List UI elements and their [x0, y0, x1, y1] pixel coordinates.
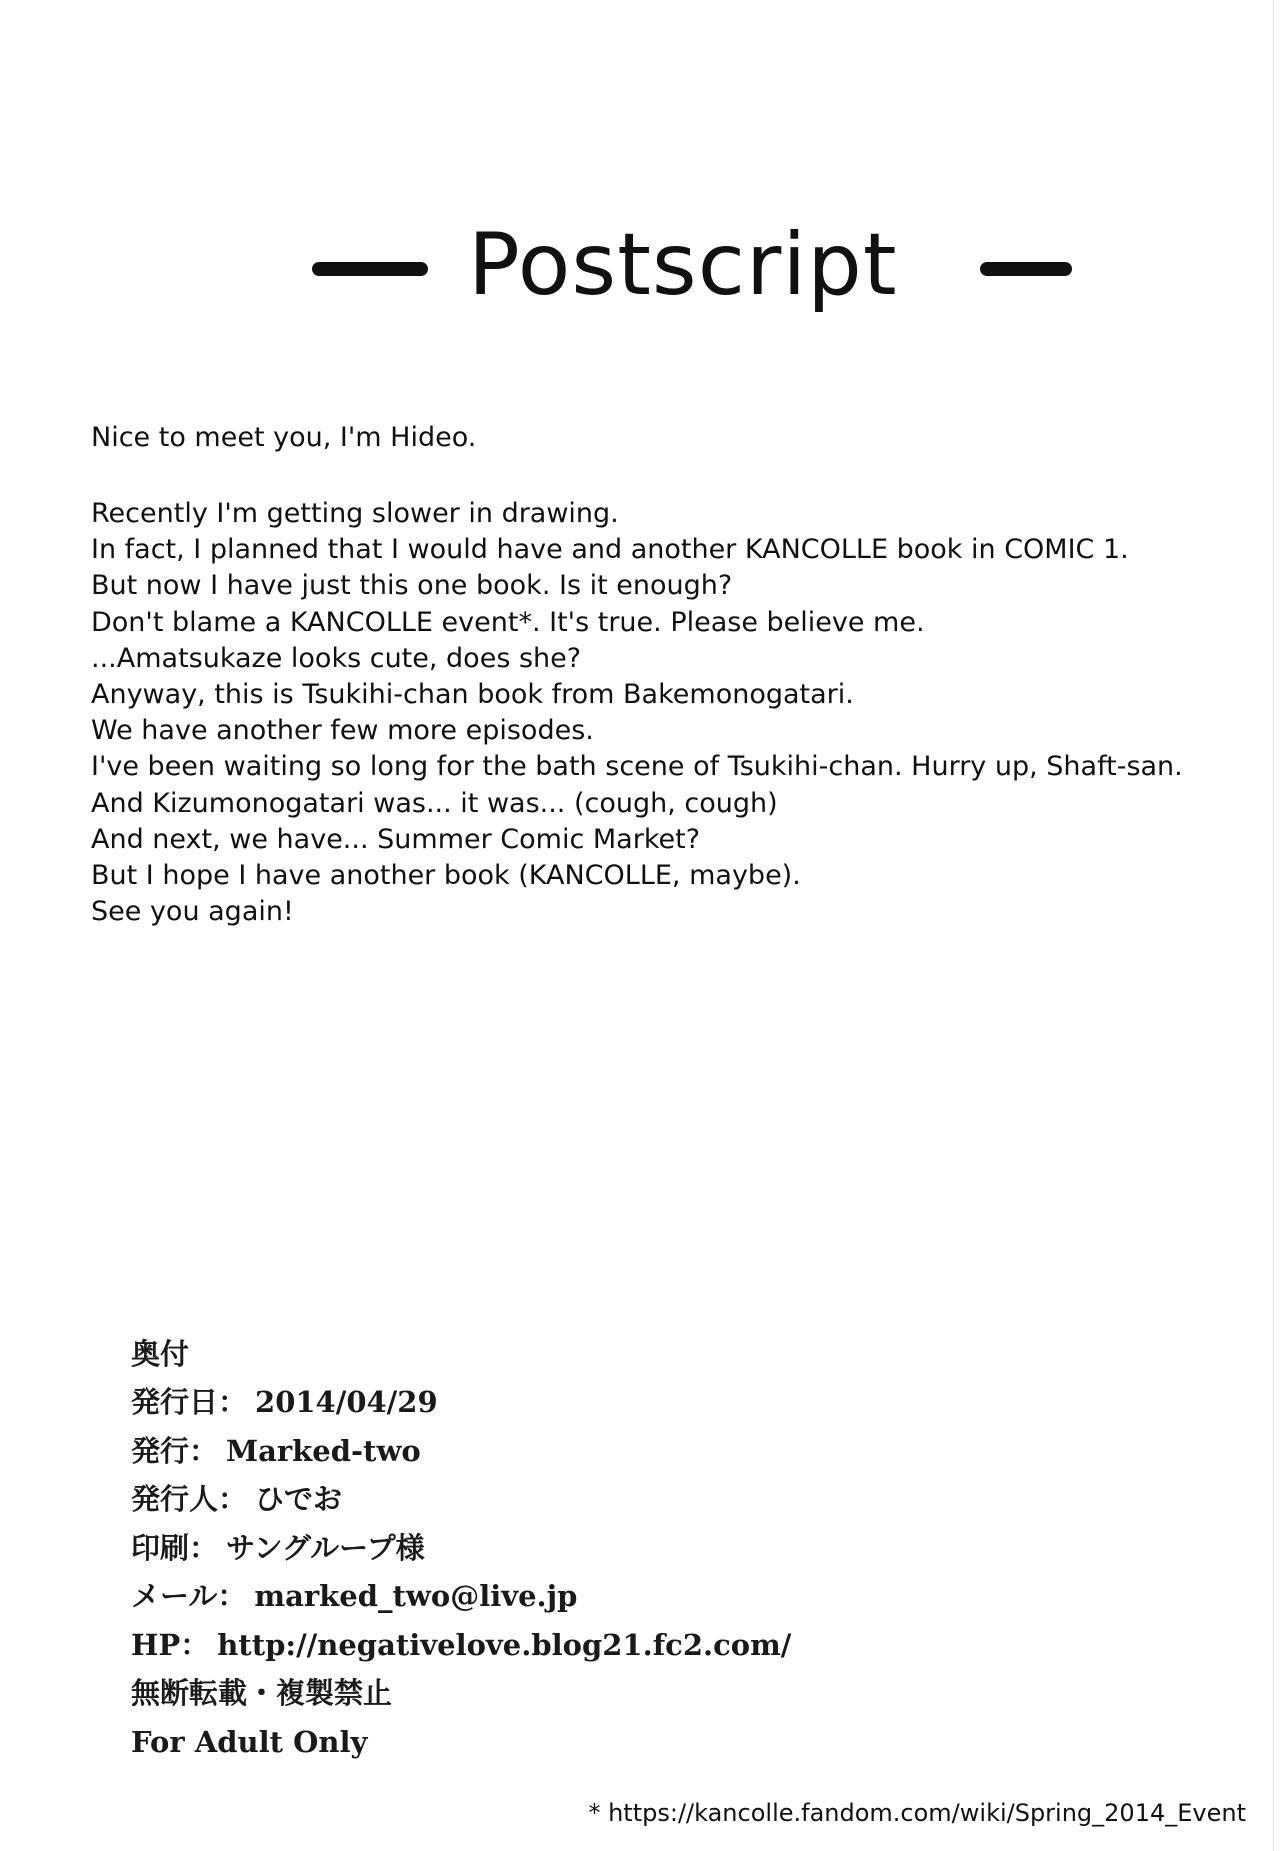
colophon-label: 印刷：	[131, 1530, 219, 1565]
colophon-row-email	[131, 1572, 931, 1621]
colophon-label: 発行人：	[131, 1482, 248, 1516]
colophon-heading: 奥付	[131, 1337, 190, 1371]
body-line: But I hope I have another book (KANCOLLE, maybe).	[91, 860, 801, 892]
colophon-label: 発行日：	[131, 1385, 248, 1419]
colophon-label: HP：	[131, 1627, 210, 1662]
page-edge-line	[1273, 0, 1274, 1851]
footnote: * https://kancolle.fandom.com/wiki/Spring_2014_Event	[588, 1799, 1246, 1827]
body-line: ...Amatsukaze looks cute, does she?	[91, 642, 582, 674]
colophon-value: ひでお	[255, 1482, 343, 1516]
colophon-adult-notice: For Adult Only	[131, 1724, 368, 1759]
colophon-value: 2014/04/29	[255, 1385, 438, 1419]
body-line: See you again!	[91, 896, 294, 928]
colophon-value: Marked-two	[226, 1433, 421, 1468]
body-line: In fact, I planned that I would have and another KANCOLLE book in COMIC 1.	[91, 534, 1129, 566]
body-line: I've been waiting so long for the bath scene of Tsukihi-chan. Hurry up, Shaft-san.	[91, 751, 1183, 783]
colophon-label: 発行：	[131, 1433, 219, 1468]
body-line: But now I have just this one book. Is it enough?	[91, 570, 733, 602]
colophon-label: メール：	[131, 1579, 247, 1613]
colophon-value: http://negativelove.blog21.fc2.com/	[217, 1627, 792, 1662]
colophon-row-printer	[131, 1524, 931, 1573]
colophon	[131, 1330, 931, 1766]
colophon-value: サングループ様	[226, 1530, 425, 1565]
title-dash-right	[980, 262, 1072, 276]
body-line: Recently I'm getting slower in drawing.	[91, 498, 619, 529]
body-line: We have another few more episodes.	[91, 715, 594, 747]
colophon-notice: 無断転載・複製禁止	[131, 1676, 393, 1710]
body-line: And Kizumonogatari was... it was... (cough, cough)	[91, 787, 778, 819]
title-row	[300, 210, 1080, 320]
colophon-row-date	[131, 1378, 931, 1427]
colophon-row-author	[131, 1475, 931, 1524]
colophon-value: marked_two@live.jp	[254, 1579, 578, 1613]
page-title: Postscript	[468, 215, 898, 315]
body-line: Anyway, this is Tsukihi-chan book from Bakemonogatari.	[91, 679, 854, 711]
title-dash-left	[312, 262, 428, 276]
colophon-row-homepage	[131, 1621, 931, 1670]
body-line: And next, we have... Summer Comic Market?	[91, 823, 701, 855]
colophon-row-publisher	[131, 1427, 931, 1476]
body-line: Don't blame a KANCOLLE event*. It's true. Please believe me.	[91, 606, 925, 638]
greeting-line: Nice to meet you, I'm Hideo.	[91, 422, 477, 453]
postscript-body	[91, 496, 1271, 930]
